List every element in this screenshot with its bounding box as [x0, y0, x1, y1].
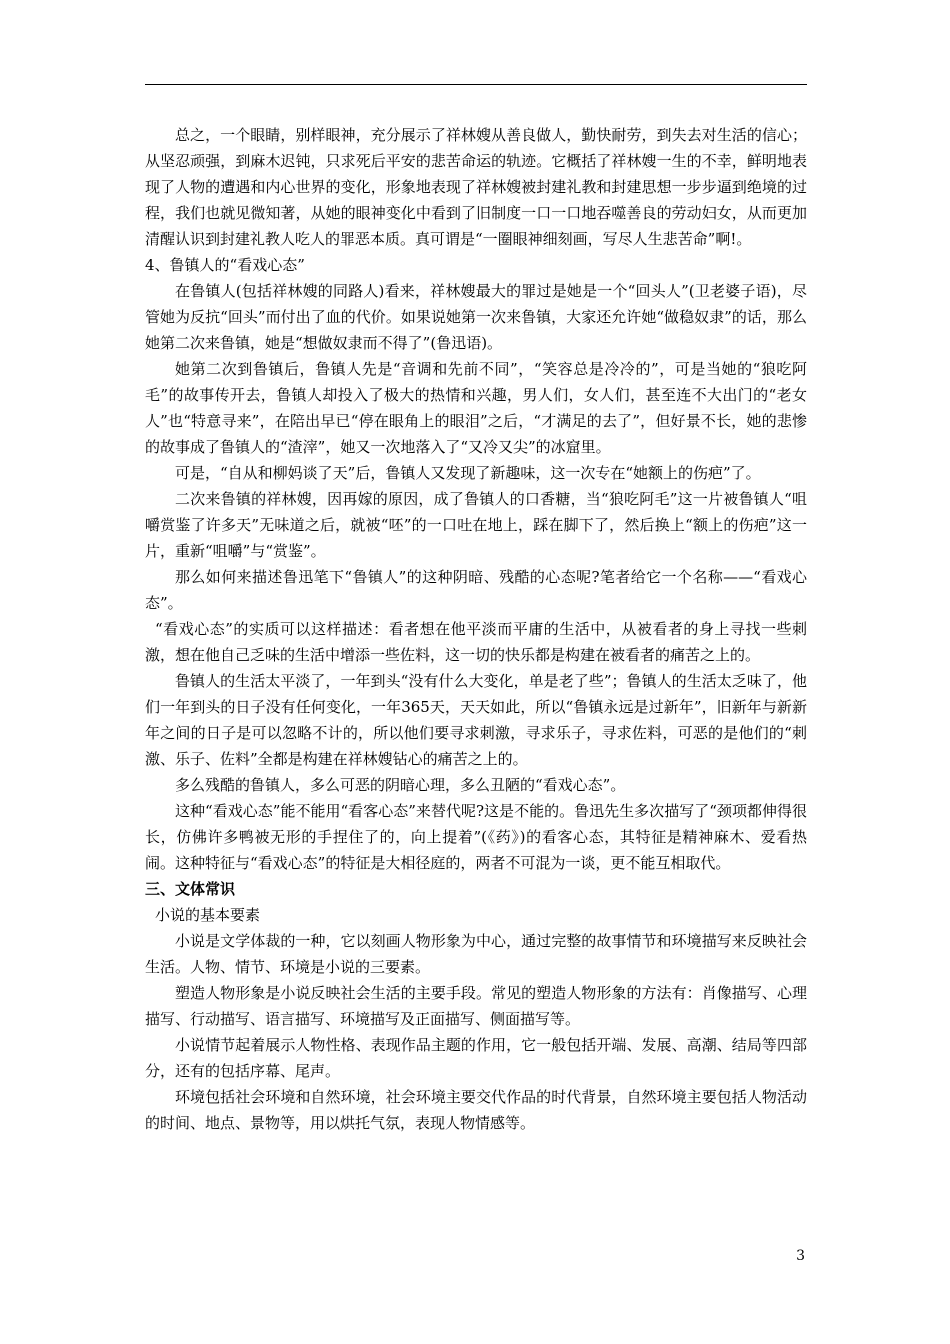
paragraph-summary: 总之，一个眼睛，别样眼神，充分展示了祥林嫂从善良做人，勤快耐劳，到失去对生活的信心；从坚忍顽强，到麻木迟钝，只求死后平安的悲苦命运的轨迹。它概括了祥林嫂一生的不幸，鲜明地表现了人物的遭遇和内心世界的变化，形象地表现了祥林嫂被封建礼教和封建思想一步步逼到绝境的过程，我们也就见微知著，从她的眼神变化中看到了旧制度一口一口地吞噬善良的劳动妇女，从而更加清醒认识到封建礼教人吃人的罪恶本质。真可谓是“一圈眼神细刻画，写尽人生悲苦命”啊!。	[145, 126, 807, 248]
paragraph: 这种“看戏心态”能不能用“看客心态”来替代呢?这是不能的。鲁迅先生多次描写了“颈项都伸得很长，仿佛许多鸭被无形的手捏住了的，向上提着”(《药》)的看客心态，其特征是精神麻木、爱看热闹。这种特征与“看戏心态”的特征是大相径庭的，两者不可混为一谈，更不能互相取代。	[145, 802, 807, 872]
header-rule	[145, 84, 807, 85]
paragraph: 二次来鲁镇的祥林嫂，因再嫁的原因，成了鲁镇人的口香糖，当“狼吃阿毛”这一片被鲁镇人“咀嚼赏鉴了许多天”无味道之后，就被“呸”的一口吐在地上，踩在脚下了，然后换上“额上的伤疤”这一片，重新“咀嚼”与“赏鉴”。	[145, 490, 807, 560]
subheading: 小说的基本要素	[155, 906, 261, 924]
paragraph: 环境包括社会环境和自然环境，社会环境主要交代作品的时代背景，自然环境主要包括人物活动的时间、地点、景物等，用以烘托气氛，表现人物情感等。	[145, 1088, 807, 1132]
paragraph: 多么残酷的鲁镇人，多么可恶的阴暗心理，多么丑陋的“看戏心态”。	[175, 776, 626, 794]
paragraph: 那么如何来描述鲁迅笔下“鲁镇人”的这种阴暗、残酷的心态呢?笔者给它一个名称——“看戏心态”。	[145, 568, 807, 612]
paragraph: 塑造人物形象是小说反映社会生活的主要手段。常见的塑造人物形象的方法有：肖像描写、心理描写、行动描写、语言描写、环境描写及正面描写、侧面描写等。	[145, 984, 807, 1028]
paragraph: 在鲁镇人(包括祥林嫂的同路人)看来，祥林嫂最大的罪过是她是一个“回头人”(卫老婆子语)，尽管她为反抗“回头”而付出了血的代价。如果说她第一次来鲁镇，大家还允许她“做稳奴隶”的话，那么她第二次来鲁镇，她是“想做奴隶而不得了”(鲁迅语)。	[145, 282, 807, 352]
paragraph: 鲁镇人的生活太平淡了，一年到头“没有什么大变化，单是老了些”；鲁镇人的生活太乏味了，他们一年到头的日子没有任何变化，一年365天，天天如此，所以“鲁镇永远是过新年”，旧新年与新新年之间的日子是可以忽略不计的，所以他们要寻求刺激，寻求乐子，寻求佐料，可恶的是他们的“刺激、乐子、佐料”全都是构建在祥林嫂钻心的痛苦之上的。	[145, 672, 807, 768]
paragraph: 她第二次到鲁镇后，鲁镇人先是“音调和先前不同”，“笑容总是冷冷的”，可是当她的“狼吃阿毛”的故事传开去，鲁镇人却投入了极大的热情和兴趣，男人们，女人们，甚至连不大出门的“老女人”也“特意寻来”，在陪出早已“停在眼角上的眼泪”之后，“才满足的去了”，但好景不长，她的悲惨的故事成了鲁镇人的“渣滓”，她又一次地落入了“又冷又尖”的冰窟里。	[145, 360, 807, 456]
document-body	[145, 122, 807, 1136]
paragraph: 可是，“自从和柳妈谈了天”后，鲁镇人又发现了新趣味，这一次专在“她额上的伤疤”了。	[175, 464, 761, 482]
paragraph: 小说情节起着展示人物性格、表现作品主题的作用，它一般包括开端、发展、高潮、结局等四部分，还有的包括序幕、尾声。	[145, 1036, 807, 1080]
section-heading-4: 4、鲁镇人的“看戏心态”	[145, 256, 305, 274]
paragraph: “看戏心态”的实质可以这样描述：看者想在他平淡而平庸的生活中，从被看者的身上寻找一些刺激，想在他自己乏味的生活中增添一些佐料，这一切的快乐都是构建在被看者的痛苦之上的。	[145, 620, 807, 664]
page-number: 3	[796, 1248, 805, 1264]
paragraph: 小说是文学体裁的一种，它以刻画人物形象为中心，通过完整的故事情节和环境描写来反映社会生活。人物、情节、环境是小说的三要素。	[145, 932, 807, 976]
section-heading-3: 三、文体常识	[145, 880, 236, 898]
